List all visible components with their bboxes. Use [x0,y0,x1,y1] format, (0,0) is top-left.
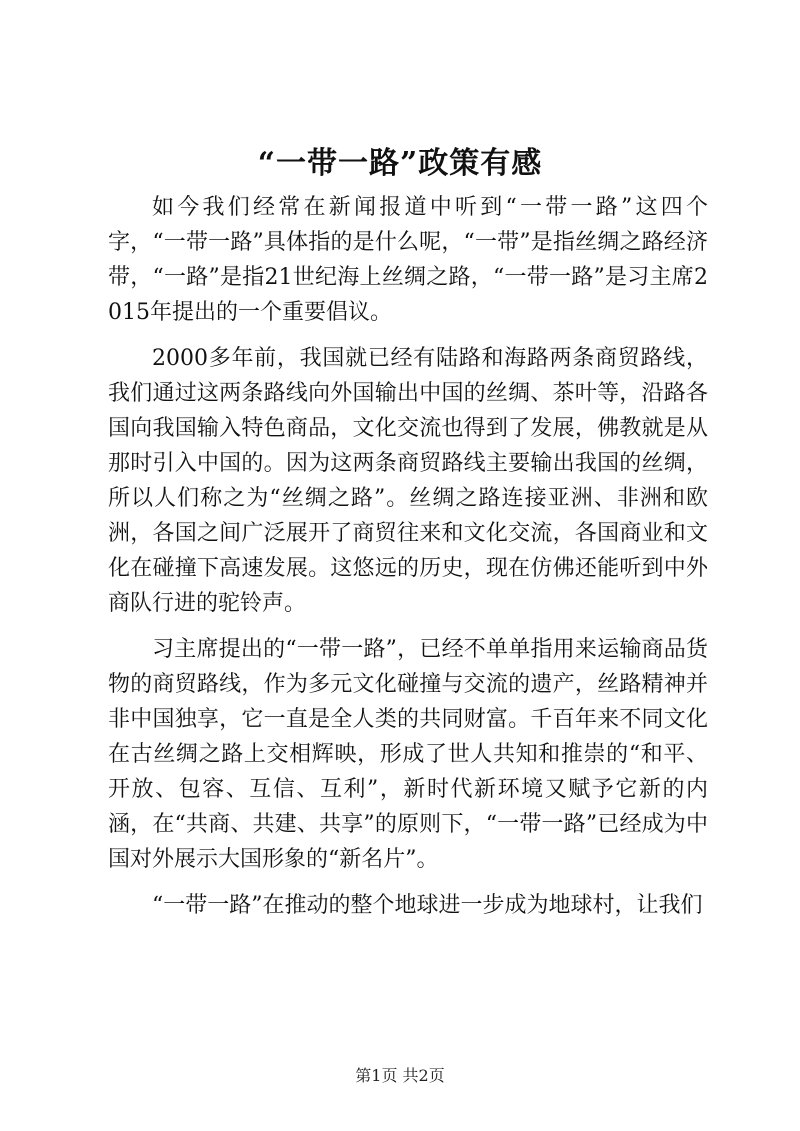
page-title: “一带一路”政策有感 [257,146,543,181]
paragraph-4: “一带一路”在推动的整个地球进一步成为地球村，让我们 [152,893,703,918]
document-body [108,190,708,934]
paragraph-1: 如今我们经常在新闻报道中听到“一带一路”这四个字，“一带一路”具体指的是什么呢，“一带”是指丝绸之路经济带，“一路”是指21世纪海上丝绸之路，“一带一路”是习主席2015年提出的一个重要倡议。 [108,195,708,325]
paragraph-2: 2000多年前，我国就已经有陆路和海路两条商贸路线，我们通过这两条路线向外国输出中国的丝绸、茶叶等，沿路各国向我国输入特色商品，文化交流也得到了发展，佛教就是从那时引入中国的。因为这两条商贸路线主要输出我国的丝绸，所以人们称之为“丝绸之路”。丝绸之路连接亚洲、非洲和欧洲，各国之间广泛展开了商贸往来和文化交流，各国商业和文化在碰撞下高速发展。这悠远的历史，现在仿佛还能听到中外商队行进的驼铃声。 [108,346,708,616]
paragraph-3: 习主席提出的“一带一路”，已经不单单指用来运输商品货物的商贸路线，作为多元文化碰撞与交流的遗产，丝路精神并非中国独享，它一直是全人类的共同财富。千百年来不同文化在古丝绸之路上交相辉映，形成了世人共知和推崇的“和平、开放、包容、互信、互利”，新时代新环境又赋予它新的内涵，在“共商、共建、共享”的原则下，“一带一路”已经成为中国对外展示大国形象的“新名片”。 [108,637,708,872]
page-footer: 第1页 共2页 [355,1066,445,1085]
